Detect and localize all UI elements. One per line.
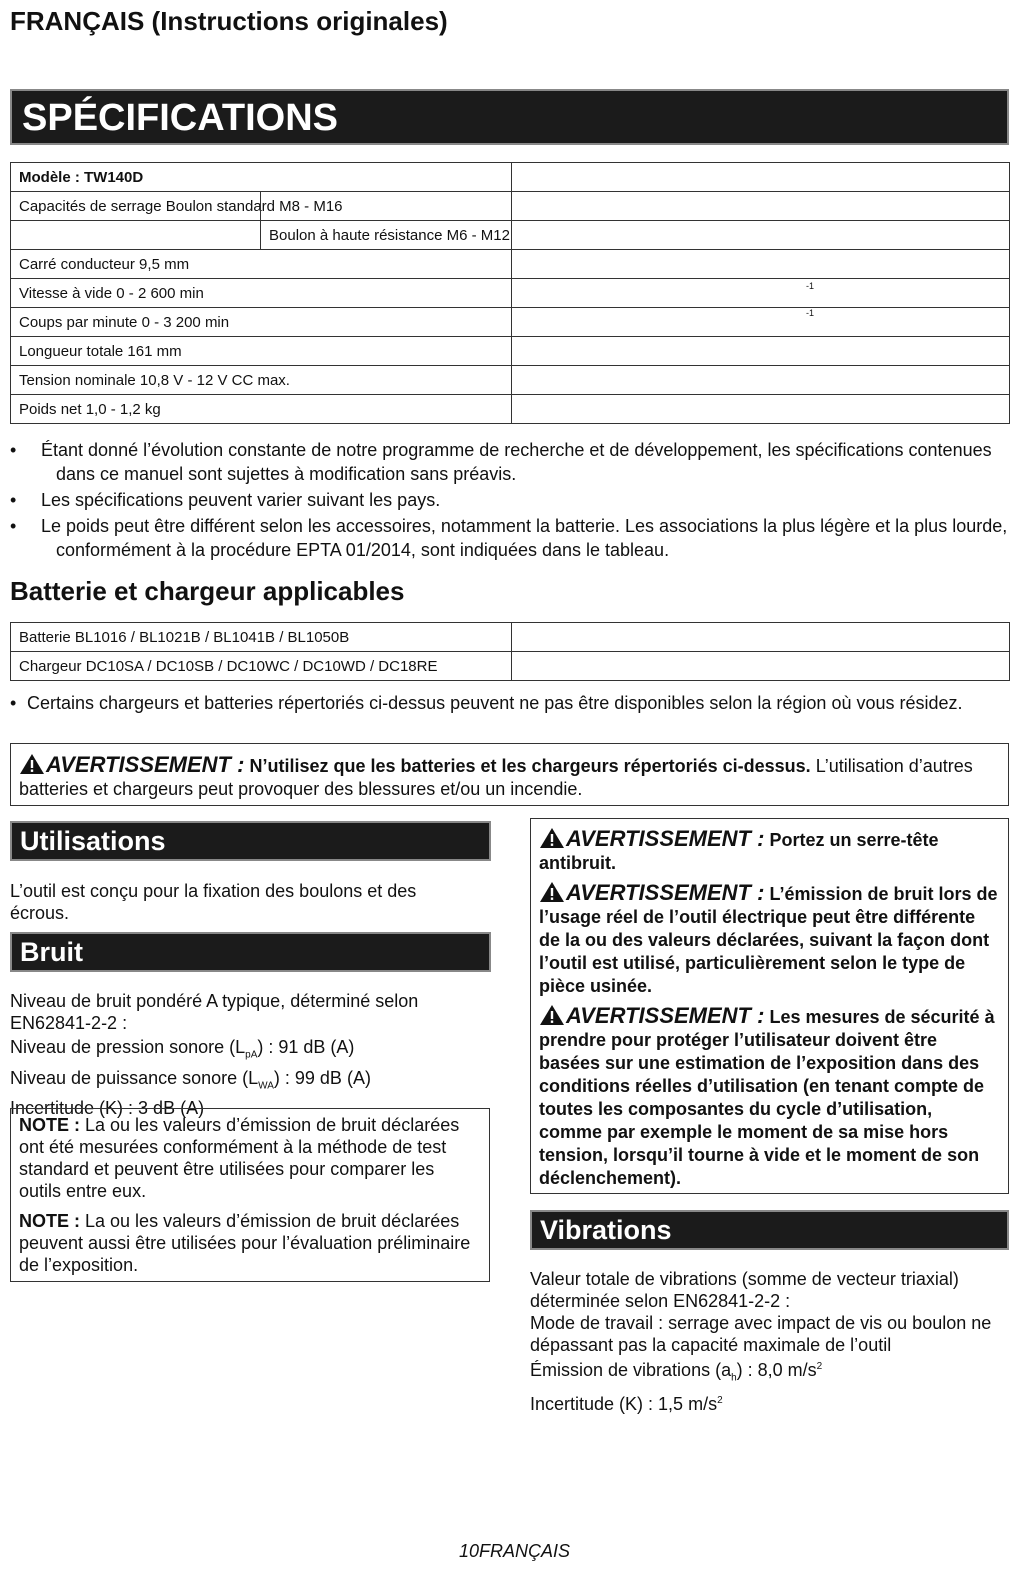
warning-label: AVERTISSEMENT : — [46, 752, 245, 777]
specifications-table — [10, 162, 1010, 424]
vibrations-section — [530, 1268, 1008, 1415]
table-row — [11, 366, 1010, 395]
table-row — [11, 652, 1010, 681]
table-row — [11, 395, 1010, 424]
spec-cell: Longueur totale 161 mm — [11, 337, 512, 366]
superscript: -1 — [806, 281, 815, 291]
warning-bold-text: N’utilisez que les batteries et les chargeurs répertoriés ci-dessus. — [249, 756, 811, 776]
page-footer: 10FRANÇAIS — [458, 1541, 571, 1561]
bruit-bar: Bruit — [10, 932, 491, 972]
bruit-section — [10, 990, 485, 1119]
cell-divider — [260, 192, 261, 250]
list-item: • Le poids peut être différent selon les accessoires, notamment la batterie. Les associations la plus légère et la plus lourde, conformément à la procédure EPTA 01/2014, sont indiquées dans le tableau. — [10, 516, 1008, 560]
table-row — [11, 279, 1010, 308]
note-2: NOTE : La ou les valeurs d’émission de bruit déclarées peuvent aussi être utilisées pour l’évaluation préliminaire de l’exposition. — [19, 1211, 471, 1275]
list-item: • Les spécifications peuvent varier suivant les pays. — [10, 490, 441, 510]
warning-icon — [19, 753, 45, 775]
table-row — [11, 221, 1010, 250]
charger-cell: Chargeur DC10SA / DC10SB / DC10WC / DC10WD / DC18RE — [11, 652, 512, 681]
spec-cell: Capacités de serrage Boulon standard M8 - M16 — [19, 197, 343, 215]
warning-icon — [539, 827, 565, 849]
warning-1: AVERTISSEMENT : Portez un serre-tête antibruit. — [539, 826, 939, 873]
spec-cell: Carré conducteur 9,5 mm — [11, 250, 512, 279]
model-cell: Modèle : TW140D — [11, 163, 512, 192]
warning-2: AVERTISSEMENT : L’émission de bruit lors de l’usage réel de l’outil électrique peut être différente de la ou des valeurs déclarées, suivant la façon dont l’outil est utilisé, particulièrement selon le type de pièce usinée. — [539, 880, 998, 996]
table-row — [11, 192, 1010, 221]
bruit-intro: Niveau de bruit pondéré A typique, déterminé selon EN62841-2-2 : — [10, 991, 419, 1033]
list-item: • Étant donné l’évolution constante de notre programme de recherche et de développement, les spécifications contenues dans ce manuel sont sujettes à modification sans préavis. — [10, 440, 992, 484]
table-row — [11, 163, 1010, 192]
table-row — [11, 337, 1010, 366]
sound-pressure: Niveau de pression sonore $(L_{pA})$ : 91 dB (A) — [10, 1037, 355, 1061]
battery-heading: Batterie et chargeur applicables — [10, 576, 405, 606]
vibration-uncertainty: Incertitude (K) : 1,5 $m/s^2$ — [530, 1393, 723, 1414]
specifications-banner: SPÉCIFICATIONS — [10, 89, 1009, 145]
table-row — [11, 250, 1010, 279]
note-1: NOTE : La ou les valeurs d’émission de bruit déclarées ont été mesurées conformément à la méthode de test standard et peuvent être utilisées pour comparer les outils entre eux. — [19, 1115, 460, 1201]
spec-cell: Boulon à haute résistance M6 - M12 — [269, 226, 510, 244]
battery-table — [10, 622, 1010, 681]
vibration-line-2: Mode de travail : serrage avec impact de vis ou boulon ne dépassant pas la capacité maximale de l’outil — [530, 1313, 992, 1355]
battery-warning-box — [10, 743, 1009, 806]
spec-notes — [10, 438, 1010, 564]
warning-icon — [539, 881, 565, 903]
battery-note — [10, 692, 1010, 714]
sound-power: Niveau de puissance sonore $(L_{WA})$ : 99 dB (A) — [10, 1067, 371, 1092]
page-language-title: FRANÇAIS (Instructions originales) — [10, 6, 448, 36]
vibration-line-1: Valeur totale de vibrations (somme de vecteur triaxial) déterminée selon EN62841-2-2 : — [530, 1269, 959, 1311]
spec-cell: Coups par minute 0 - 3 200 min — [11, 308, 512, 337]
list-item: • Certains chargeurs et batteries répertoriés ci-dessus peuvent ne pas être disponibles selon la région où vous résidez. — [10, 693, 963, 713]
uncertainty: Incertitude (K) : 3 dB (A) — [10, 1098, 205, 1119]
warning-icon — [539, 1004, 565, 1026]
spec-cell: Poids net 1,0 - 1,2 kg — [11, 395, 512, 424]
vibrations-bar: Vibrations — [530, 1210, 1009, 1250]
vibration-emission: Émission de vibrations $(a_h)$ : 8,0 $m/s^2$ — [530, 1360, 823, 1384]
superscript: -1 — [806, 308, 815, 318]
spec-cell: Vitesse à vide 0 - 2 600 min — [11, 279, 512, 308]
utilisations-bar: Utilisations — [10, 821, 491, 861]
table-row — [11, 308, 1010, 337]
battery-cell: Batterie BL1016 / BL1021B / BL1041B / BL1050B — [11, 623, 512, 652]
utilisations-text: L’outil est conçu pour la fixation des boulons et des écrous. — [10, 881, 417, 923]
table-row — [11, 623, 1010, 652]
noise-notes-box — [10, 1108, 490, 1282]
spec-cell: Tension nominale 10,8 V - 12 V CC max. — [11, 366, 512, 395]
warning-3: AVERTISSEMENT : Les mesures de sécurité à prendre pour protéger l’utilisateur doivent être basées sur une estimation de l’exposition dans des conditions réelles d’utilisation (en tenant compte de toutes les composantes du cycle d’utilisation, comme par exemple le moment de sa mise hors tension, lorsqu’il tourne à vide et le moment de son déclenchement). — [539, 1003, 995, 1188]
noise-warnings-box — [530, 818, 1009, 1194]
warning-text: L’utilisation d’autres batteries et chargeurs peut provoquer des blessures et/ou un incendie. — [19, 756, 973, 799]
